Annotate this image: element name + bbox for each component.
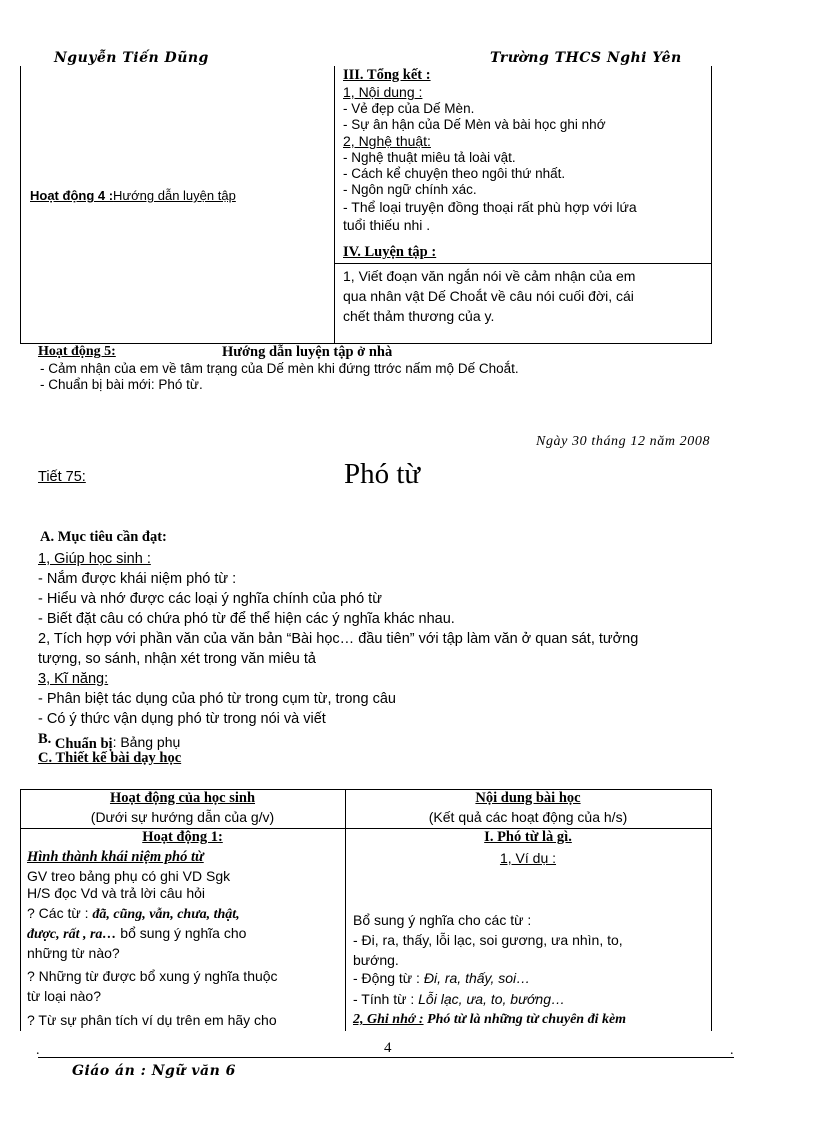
q2-line2: từ loại nào?: [27, 988, 101, 1004]
art-item: - Nghệ thuật miêu tả loài vật.: [343, 150, 516, 165]
footer-rule: [38, 1057, 734, 1058]
practice-text: [343, 266, 705, 326]
help-item: - Biết đặt câu có chứa phó từ để thể hiện các ý nghĩa khác nhau.: [38, 611, 455, 627]
activity4-label: Hoạt động 4 :: [30, 188, 114, 203]
section4-title: IV. Luyện tập :: [343, 244, 437, 260]
integrate-line: tượng, so sánh, nhận xét trong văn miêu tả: [38, 651, 316, 667]
activity5-label: Hoạt động 5:: [38, 344, 116, 359]
right-line: bướng.: [353, 952, 399, 968]
right-line: - Đi, ra, thấy, lỗi lạc, soi gương, ưa nhìn, to,: [353, 932, 623, 948]
col2-sub: (Kết quả các hoạt động của h/s): [428, 809, 628, 825]
adj-words: Lỗi lạc, ưa, to, bướng…: [418, 991, 565, 1007]
q1-words2: được, rất , ra…: [27, 927, 117, 942]
design-title: C. Thiết kế bài dạy học: [38, 750, 182, 766]
q1-rest: bổ sung ý nghĩa cho: [116, 925, 247, 941]
header-school: Trường THCS Nghi Yên: [490, 50, 682, 66]
activity5-title: Hướng dẫn luyện tập ở nhà: [222, 344, 393, 360]
footer-right-dot: .: [730, 1043, 734, 1058]
practice-line: chết thảm thương của y.: [343, 308, 495, 324]
skills-item: - Có ý thức vận dụng phó từ trong nói và viết: [38, 711, 326, 727]
activity5-heading: [38, 344, 116, 360]
art-item: - Cách kể chuyện theo ngôi thứ nhất.: [343, 166, 566, 181]
adj-line: [353, 991, 565, 1009]
practice-line: qua nhân vật Dế Choắt về câu nói cuối đời, cái: [343, 288, 634, 304]
table1-right-cell: [343, 67, 705, 234]
right-lines: [353, 910, 623, 970]
lesson-period: Tiết 75:: [38, 469, 86, 485]
activity5-item: - Chuẩn bị bài mới: Phó từ.: [40, 377, 203, 392]
practice-line: 1, Viết đoạn văn ngắn nói về cảm nhận của em: [343, 268, 636, 284]
col1-sub: (Dưới sự hướng dẫn của g/v): [90, 809, 275, 825]
verb-label: - Động từ :: [353, 970, 424, 986]
prep-value: : Bảng phụ: [112, 734, 181, 750]
lesson-date: Ngày 30 tháng 12 năm 2008: [536, 434, 711, 449]
col2-header: Nội dung bài học: [475, 790, 581, 806]
adj-label: - Tính từ :: [353, 991, 419, 1007]
act1-title: Hoạt động 1:: [142, 829, 223, 845]
art-item: - Ngôn ngữ chính xác.: [343, 182, 477, 197]
q1-line2: [27, 925, 246, 943]
art-item: - Thể loại truyện đồng thoại rất phù hợp với lứa: [343, 199, 637, 215]
prep-label: Chuẩn bị: [54, 736, 113, 752]
left-line: H/S đọc Vd và trả lời câu hỏi: [27, 885, 206, 901]
objectives-body: [38, 549, 778, 729]
footer-subject: Giáo án : Ngữ văn 6: [72, 1063, 236, 1079]
skills-item: - Phân biệt tác dụng của phó từ trong cụm từ, trong câu: [38, 691, 396, 707]
help-item: - Nắm được khái niệm phó từ :: [38, 571, 237, 587]
left-lines: [27, 868, 230, 902]
q3-line1: ? Từ sự phân tích ví dụ trên em hãy cho: [27, 1012, 277, 1028]
footer-left-dot: .: [36, 1043, 40, 1058]
note-text: Phó từ là những từ chuyên đi kèm: [423, 1012, 627, 1027]
verb-line: [353, 970, 530, 988]
note-label: 2, Ghi nhớ :: [353, 1012, 424, 1027]
section3-title: III. Tổng kết :: [343, 67, 431, 83]
left-line: GV treo bảng phụ có ghi VD Sgk: [27, 868, 231, 884]
art-title: 2, Nghệ thuật:: [343, 133, 431, 149]
lesson-title: Phó từ: [344, 458, 421, 490]
content-item: - Sự ân hận của Dế Mèn và bài học ghi nhớ: [343, 117, 606, 132]
q1-line: [27, 905, 240, 923]
q1-prefix: ? Các từ :: [27, 905, 93, 921]
act1-sub: Hình thành khái niệm phó từ: [27, 849, 204, 865]
prep-line: [38, 730, 181, 752]
prep-letter: B.: [38, 731, 52, 747]
verb-words: Đi, ra, thấy, soi…: [423, 970, 531, 986]
art-item: tuổi thiếu nhi .: [343, 217, 431, 233]
right-example: 1, Ví dụ :: [499, 850, 557, 866]
help-item: - Hiểu và nhớ được các loại ý nghĩa chính của phó từ: [38, 591, 382, 607]
skills-title: 3, Kĩ năng:: [38, 671, 109, 687]
content-title: 1, Nội dung :: [343, 84, 423, 100]
table1-left-cell: [30, 188, 236, 203]
q2-line1: ? Những từ được bổ xung ý nghĩa thuộc: [27, 968, 278, 984]
right-title: I. Phó từ là gì.: [484, 829, 572, 845]
col1-header: Hoạt động của học sinh: [109, 790, 256, 806]
page-number: 4: [384, 1040, 392, 1056]
content-item: - Vẻ đẹp của Dế Mèn.: [343, 101, 475, 116]
note-line: [353, 1012, 626, 1028]
integrate-line: 2, Tích hợp với phần văn của văn bản “Bài học… đầu tiên” với tập làm văn ở quan sát, tưởng: [38, 631, 639, 647]
activity4-text: Hướng dẫn luyện tập: [113, 188, 236, 203]
q1-line3: những từ nào?: [27, 945, 120, 961]
help-title: 1, Giúp học sinh :: [38, 551, 151, 567]
activity5-item: - Cảm nhận của em về tâm trạng của Dế mèn khi đứng ttrớc nấm mộ Dế Choắt.: [40, 361, 519, 376]
right-line: Bổ sung ý nghĩa cho các từ :: [353, 912, 532, 928]
objectives-title: A. Mục tiêu cần đạt:: [40, 529, 167, 545]
q1-words: đã, cũng, vẫn, chưa, thật,: [92, 907, 240, 922]
header-author: Nguyễn Tiến Dũng: [54, 50, 209, 66]
